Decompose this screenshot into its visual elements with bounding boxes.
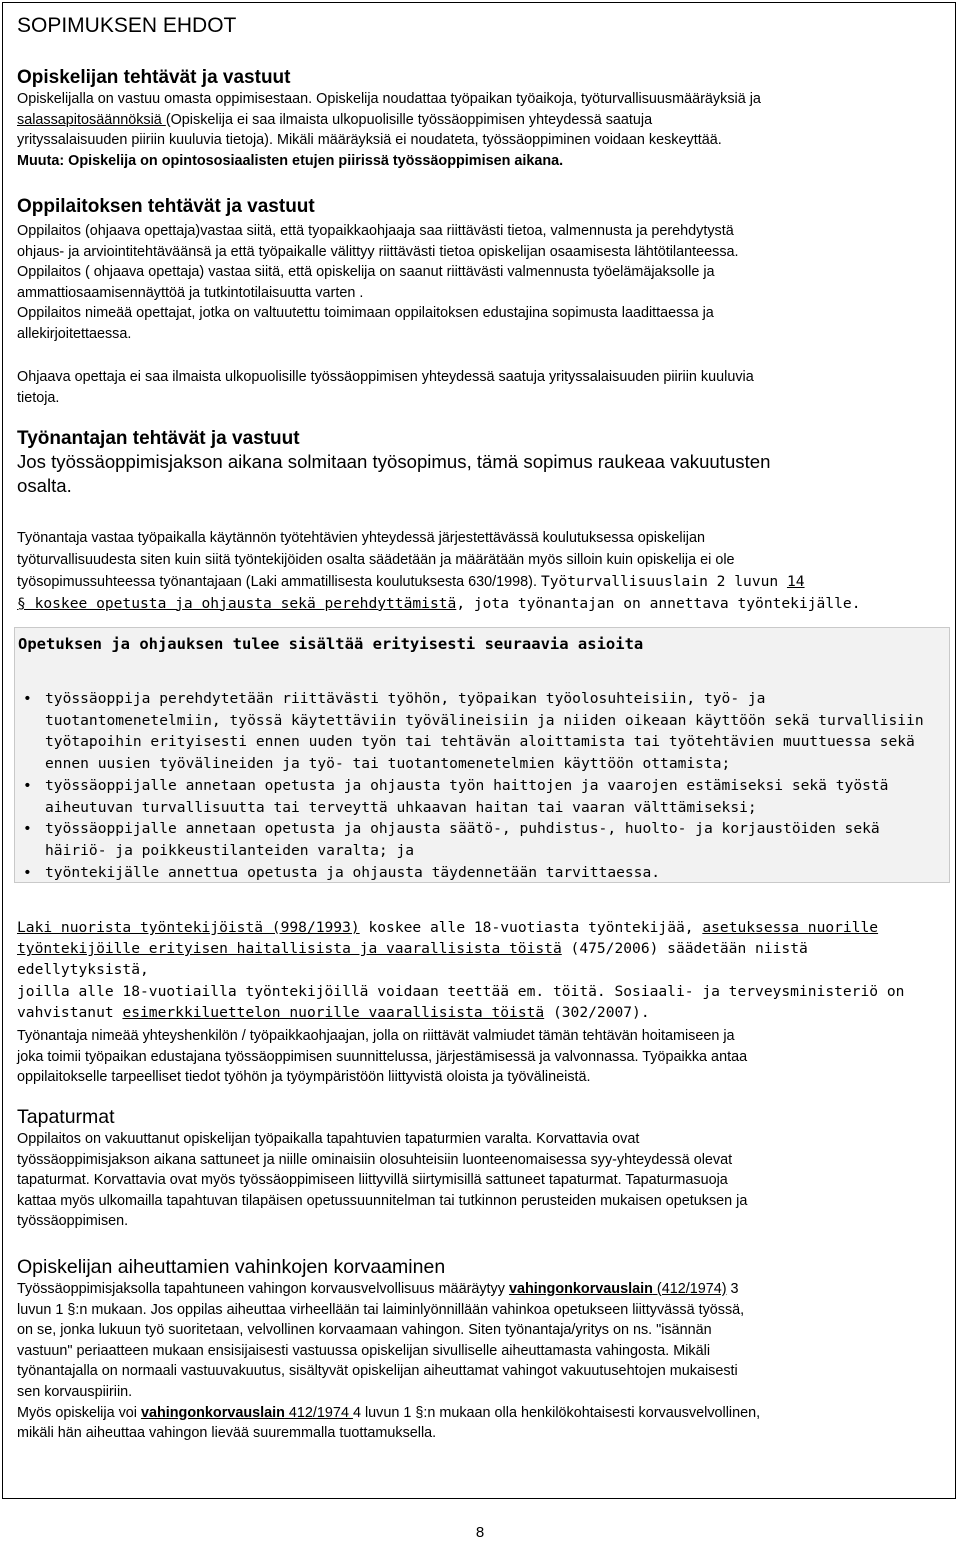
school-section — [17, 196, 942, 345]
damages-law-link-2[interactable]: vahingonkorvauslain — [140, 1404, 285, 1421]
school-confidentiality: Ohjaava opettaja ei saa ilmaista ulkopuolisille työssäoppimisen yhteydessä saatuja yrityssalaisuuden piiriin kuuluvia tietoja. — [17, 369, 754, 406]
student-text-2: salassapitosäännöksiä (Opiskelija ei saa ilmaista ulkopuolisille työssäoppimisen yhteydessä saatuja — [17, 111, 653, 128]
safety-law-link[interactable]: 14 — [786, 573, 805, 591]
page-title: SOPIMUKSEN EHDOT — [17, 14, 237, 37]
employer-duties: Työnantaja vastaa työpaikalla käytännön työtehtävien yhteydessä järjestettävässä koulutuksessa opiskelijan työturvallisuudesta siten kuin siitä työntekijöiden osalta säädetään ja määrätään myös silloin kuin opiskelija ei ole työsopimussuhteessa työnantajaan (Laki ammatillisesta koulutuksesta 630/1998). Työturvallisuuslain 2 luvun 14 § koskee opetusta ja ohjausta sekä perehdyttämistä, jota työnantajan on annettava työntekijälle. — [17, 530, 861, 612]
student-section — [17, 67, 942, 171]
hazard-decree-link-cont[interactable]: työntekijöille erityisen haitallisista ja vaarallisista töistä — [17, 940, 562, 958]
list-item: • työntekijälle annettua opetusta ja ohjausta täydennetään tarvittaessa. — [23, 863, 661, 881]
employer-section: Työnantajan tehtävät ja vastuut Jos työssäoppimisjakson aikana solmitaan työsopimus, tämä sopimus raukeaa vakuutusten osalta. — [17, 428, 942, 497]
damages-section: Opiskelijan aiheuttamien vahinkojen korvaaminen Työssäoppimisjaksolla tapahtuneen vahingon korvausvelvollisuus määräytyy vahingonkorvauslain (412/1974) 3 luvun 1 §:n mukaan. Jos oppilas aiheuttaa virheellään tai laiminlyönnillään vahinkoa opetukseen liittyvässä työssä, on se, jonka lukuun työ suoritetaan, velvollinen korvaamaan vahingon. Siten työnantaja/yritys on ns. "isännän vastuun" periaatteen mukaan ensisijaisesti vastuussa opiskelijan sivulliselle aiheuttamasta vahingosta. Mikäli työnantajalla on normaali vastuuvakuutus, sisältyvät opiskelijan aiheuttamat vahingot vakuutusehtojen mukaisesti sen korvauspiiriin. Myös opiskelija voi vahingonkorvauslain 412/1974 4 luvun 1 §:n mukaan olla henkilökohtaisesti korvausvelvollinen, mikäli hän aiheuttaa vahingon lievää suuremmalla tuottamuksella. — [17, 1256, 942, 1444]
guidance-heading: Opetuksen ja ohjauksen tulee sisältää erityisesti seuraavia asioita — [18, 635, 644, 653]
supervisor-section: Työnantaja nimeää yhteyshenkilön / työpaikkaohjaajan, jolla on riittävät valmiudet tämän tehtävän hoitamiseen ja joka toimii työpaikan edustajana työssäoppimisen suunnittelussa, järjestämisessä ja valvonnassa. Työpaikka antaa oppilaitokselle tarpeelliset tiedot työhön ja työympäristöön liittyvistä oloista ja työvälineistä. — [17, 1028, 748, 1086]
employer-contract-note: Jos työssäoppimisjakson aikana solmitaan työsopimus, tämä sopimus raukeaa vakuutusten — [17, 451, 771, 472]
youth-law-link[interactable]: Laki nuorista työntekijöistä (998/1993) — [17, 919, 360, 936]
guidance-list — [15, 688, 945, 883]
hazard-decree-link[interactable]: asetuksessa nuorille — [702, 919, 879, 936]
accidents-section: Tapaturmat Oppilaitos on vakuuttanut opiskelijan työpaikalla tapahtuvien tapaturmien varalta. Korvattavia ovat työssäoppimisjakson aikana sattuneet ja niille ominaisiin olosuhteisiin luonteenomaisessa syy-yhteydessä olevat tapaturmat. Korvattavia ovat myös työssäoppimiseen liittyvillä siirtymisillä sattuneet tapaturmat. Tapaturmasuoja kattaa myös ulkomailla tapahtuvan tilapäisen opetussuunnitelman tai tutkinnon perusteiden mukaisen opetuksen ja työssäoppimisen. — [17, 1106, 942, 1232]
student-text-3: yrityssalaisuuden piiriin kuuluvia tietoja). Mikäli määräyksiä ei noudateta, työssäoppiminen voidaan keskeyttää. — [17, 132, 722, 149]
employer-heading: Työnantajan tehtävät ja vastuut — [17, 428, 300, 449]
page-number: 8 — [475, 1524, 485, 1541]
guidance-box — [14, 627, 950, 883]
school-line: Oppilaitos ( ohjaava opettaja) vastaa siitä, että opiskelija on saanut riittävästi valmennusta työelämäjaksolle ja — [17, 264, 715, 281]
damages-law-link[interactable]: vahingonkorvauslain — [508, 1281, 653, 1297]
student-text-1: Opiskelijalla on vastuu omasta oppimisestaan. Opiskelija noudattaa työpaikan työaikoja, työturvallisuusmääräyksiä ja — [17, 91, 761, 107]
student-heading: Opiskelijan tehtävät ja vastuut — [17, 67, 291, 88]
youth-law-section: Laki nuorista työntekijöistä (998/1993) koskee alle 18-vuotiasta työntekijää, asetuksessa nuorille työntekijöille erityisen haitallisista ja vaarallisista töistä (475/2006) säädetään niistä edellytyksistä, joilla alle 18-vuotiailla työntekijöillä voidaan teettää em. töitä. Sosiaali- ja terveysministeriö on vahvistanut esimerkkiluettelon nuorille vaarallisista töistä (302/2007). — [17, 919, 905, 1021]
list-item: • työssäoppijalle annetaan opetusta ja ohjausta säätö-, puhdistus-, huolto- ja korjaustöiden sekä häiriö- ja poikkeustilanteiden varalta; ja — [23, 820, 880, 859]
damages-heading: Opiskelijan aiheuttamien vahinkojen korvaaminen — [17, 1256, 446, 1278]
school-line: allekirjoitettaessa. — [17, 325, 132, 342]
accidents-heading: Tapaturmat — [17, 1106, 115, 1128]
student-text-4: Muuta: Opiskelija on opintososiaalisten etujen piirissä työssäoppimisen aikana. — [17, 152, 564, 169]
school-line: Oppilaitos (ohjaava opettaja)vastaa siitä, että tyopaikkaohjaaja saa riittävästi tietoa, valmennusta ja perehdytystä — [17, 223, 734, 239]
school-line: ammattiosaamisennäyttöä ja tutkintotilaisuutta varten . — [17, 284, 364, 301]
school-line: ohjaus- ja arviointitehtäväänsä ja että työpaikalle välittyy riittävästi tietoa opiskelijan osaamisesta lähtötilanteessa. — [17, 243, 739, 260]
dangerous-work-list-link[interactable]: esimerkkiluettelon nuorille vaarallisista töistä — [122, 1003, 545, 1021]
confidentiality-link[interactable]: salassapitosäännöksiä — [17, 111, 166, 128]
school-heading: Oppilaitoksen tehtävät ja vastuut — [17, 196, 315, 217]
list-item: • työssäoppijalle annetaan opetusta ja ohjausta työn haittojen ja vaarojen estämiseksi sekä työstä aiheutuvan turvallisuutta tai terveyttä uhkaavan haitan tai vaaran välttämiseksi; — [23, 776, 889, 816]
list-item: • työssäoppija perehdytetään riittävästi työhön, työpaikan työolosuhteisiin, työ- ja tuotantomenetelmiin, työssä käytettäviin työvälineisiin ja niiden oikeaan käyttöön sekä turvallisiin työtapoihin erityisesti ennen uuden työn tai tehtävän aloittamista tai työtehtävien muuttuessa sekä ennen uusien työvälineiden ja työ- tai tuotantomenetelmien käyttöön ottamista; — [23, 690, 924, 773]
school-line: Oppilaitos nimeää opettajat, jotka on valtuutettu toimimaan oppilaitoksen edustajina sopimusta laadittaessa ja — [17, 305, 714, 322]
safety-law-link-cont[interactable]: § koskee opetusta ja ohjausta sekä perehdyttämistä — [17, 594, 457, 612]
